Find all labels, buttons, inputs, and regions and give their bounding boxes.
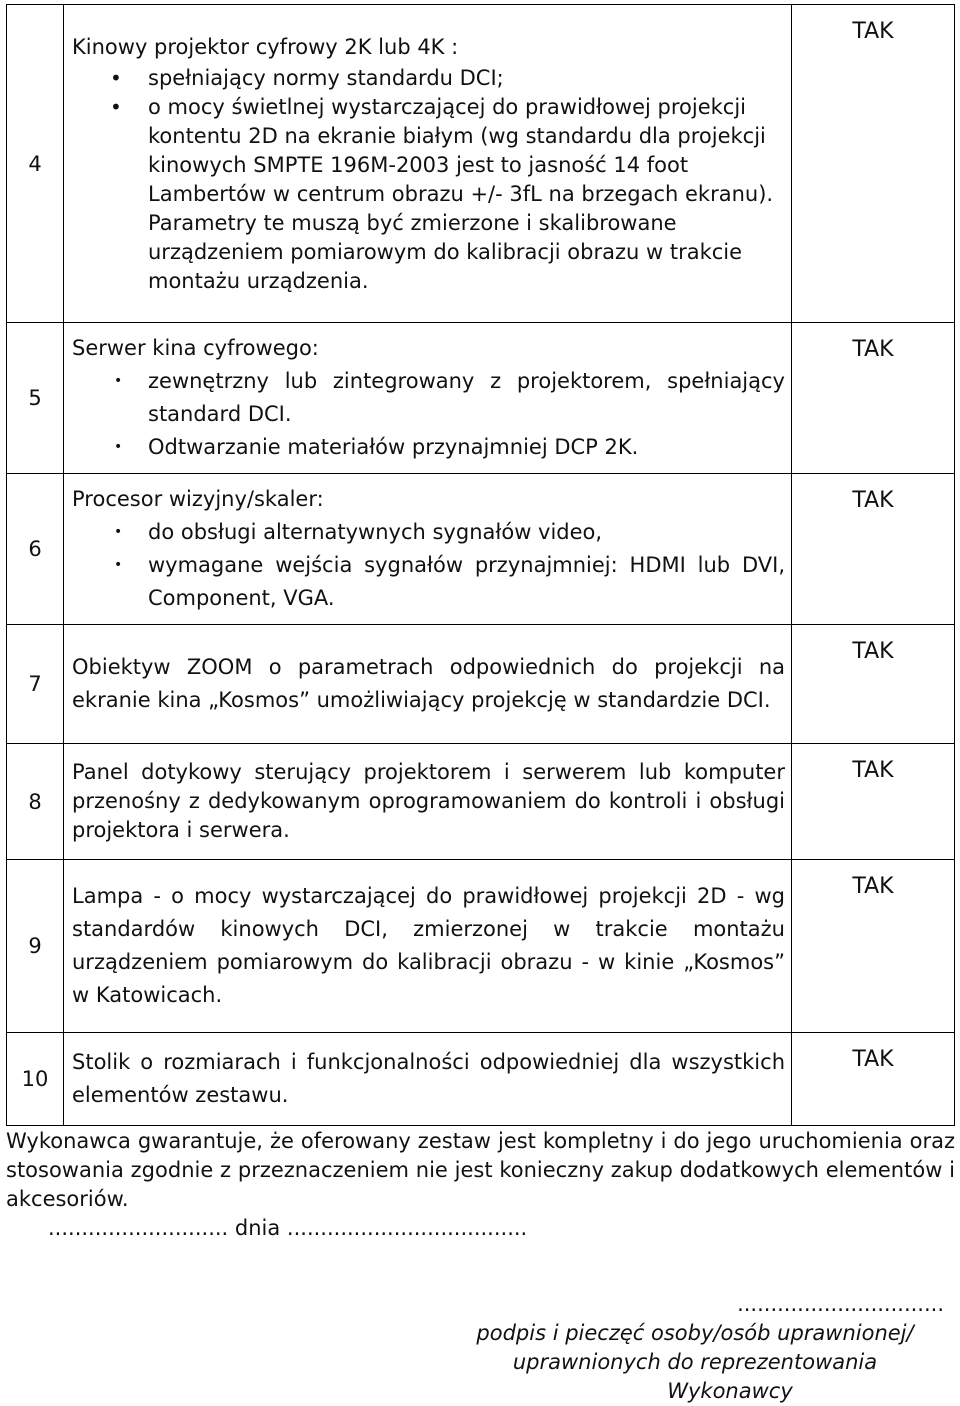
row-description [64,860,792,1033]
signature-line: ............................... [737,1292,944,1316]
list-item: • o mocy świetlnej wystarczającej do prawidłowej projekcji kontentu 2D na ekranie białym (wg standardu dla projekcji kinowych SMPTE 196M-2003 jest to jasność 14 foot Lambertów w centrum obrazu +/- 3fL na brzegach ekranu). Parametry te muszą być zmierzone i skalibrowane urządzeniem pomiarowym do kalibracji obrazu w trakcie montażu urządzenia. [110,94,774,293]
row-number: 9 [7,860,64,1033]
list-item: • do obsługi alternatywnych sygnałów video, [72,516,785,549]
table-row [7,474,955,625]
table-row [7,625,955,744]
row-number: 6 [7,474,64,625]
row-value: TAK [792,474,955,625]
row-value: TAK [792,744,955,860]
row-value: TAK [792,1033,955,1126]
bullet-icon: • [114,372,123,389]
table-row [7,860,955,1033]
row-heading: Serwer kina cyfrowego: [72,335,319,360]
bullet-icon: • [114,556,123,573]
row-value: TAK [792,323,955,474]
signature-caption-line-2: uprawnionych do reprezentowania [512,1350,878,1374]
row-text: Lampa - o mocy wystarczającej do prawidłowej projekcji 2D - wg standardów kinowych DCI, zmierzonej w trakcie montażu urządzeniem pomiarowym do kalibracji obrazu - w kinie „Kosmos” w Katowicach. [72,884,785,1007]
table-row [7,744,955,860]
list-item: • spełniający normy standardu DCI; [72,64,785,93]
requirement-list [72,365,785,464]
row-heading: Kinowy projektor cyfrowy 2K lub 4K : [72,34,459,59]
table-row [7,1033,955,1126]
row-text: Stolik o rozmiarach i funkcjonalności odpowiedniej dla wszystkich elementów zestawu. [72,1050,785,1107]
row-number: 10 [7,1033,64,1126]
row-number: 7 [7,625,64,744]
row-heading: Procesor wizyjny/skaler: [72,486,324,511]
row-text: Obiektyw ZOOM o parametrach odpowiednich do projekcji na ekranie kina „Kosmos” umożliwiający projekcję w standardzie DCI. [72,655,785,712]
table-row [7,323,955,474]
row-description [64,744,792,860]
list-item: • zewnętrzny lub zintegrowany z projektorem, spełniający standard DCI. [72,365,785,431]
list-item: • wymagane wejścia sygnałów przynajmniej: HDMI lub DVI, Component, VGA. [72,549,785,615]
signature-caption-line-1: podpis i pieczęć osoby/osób uprawnionej/ [476,1321,914,1345]
bullet-icon: • [110,65,122,90]
contractor-statement: Wykonawca gwarantuje, że oferowany zestaw jest kompletny i do jego uruchomienia oraz stosowania zgodnie z przeznaczeniem nie jest konieczny zakup dodatkowych elementów i akcesoriów. [6,1129,955,1211]
signature-caption-line-3: Wykonawcy [667,1379,793,1403]
row-description [64,5,792,323]
table-row [7,5,955,323]
row-text: Panel dotykowy sterujący projektorem i serwerem lub komputer przenośny z dedykowanym oprogramowaniem do kontroli i obsługi projektora i serwera. [72,760,785,842]
requirement-list [72,64,785,296]
date-line: ........................... dnia .................................... [48,1216,528,1240]
signature-block [440,1290,950,1406]
row-description [64,625,792,744]
row-description [64,323,792,474]
row-value: TAK [792,5,955,323]
specification-table [6,4,955,1126]
bullet-icon: • [114,523,123,540]
row-value: TAK [792,860,955,1033]
row-value: TAK [792,625,955,744]
row-number: 5 [7,323,64,474]
row-number: 4 [7,5,64,323]
bullet-icon: • [110,94,122,119]
row-number: 8 [7,744,64,860]
requirement-list [72,516,785,615]
bullet-icon: • [114,438,123,455]
row-description [64,1033,792,1126]
row-description [64,474,792,625]
list-item: • Odtwarzanie materiałów przynajmniej DCP 2K. [72,431,785,464]
